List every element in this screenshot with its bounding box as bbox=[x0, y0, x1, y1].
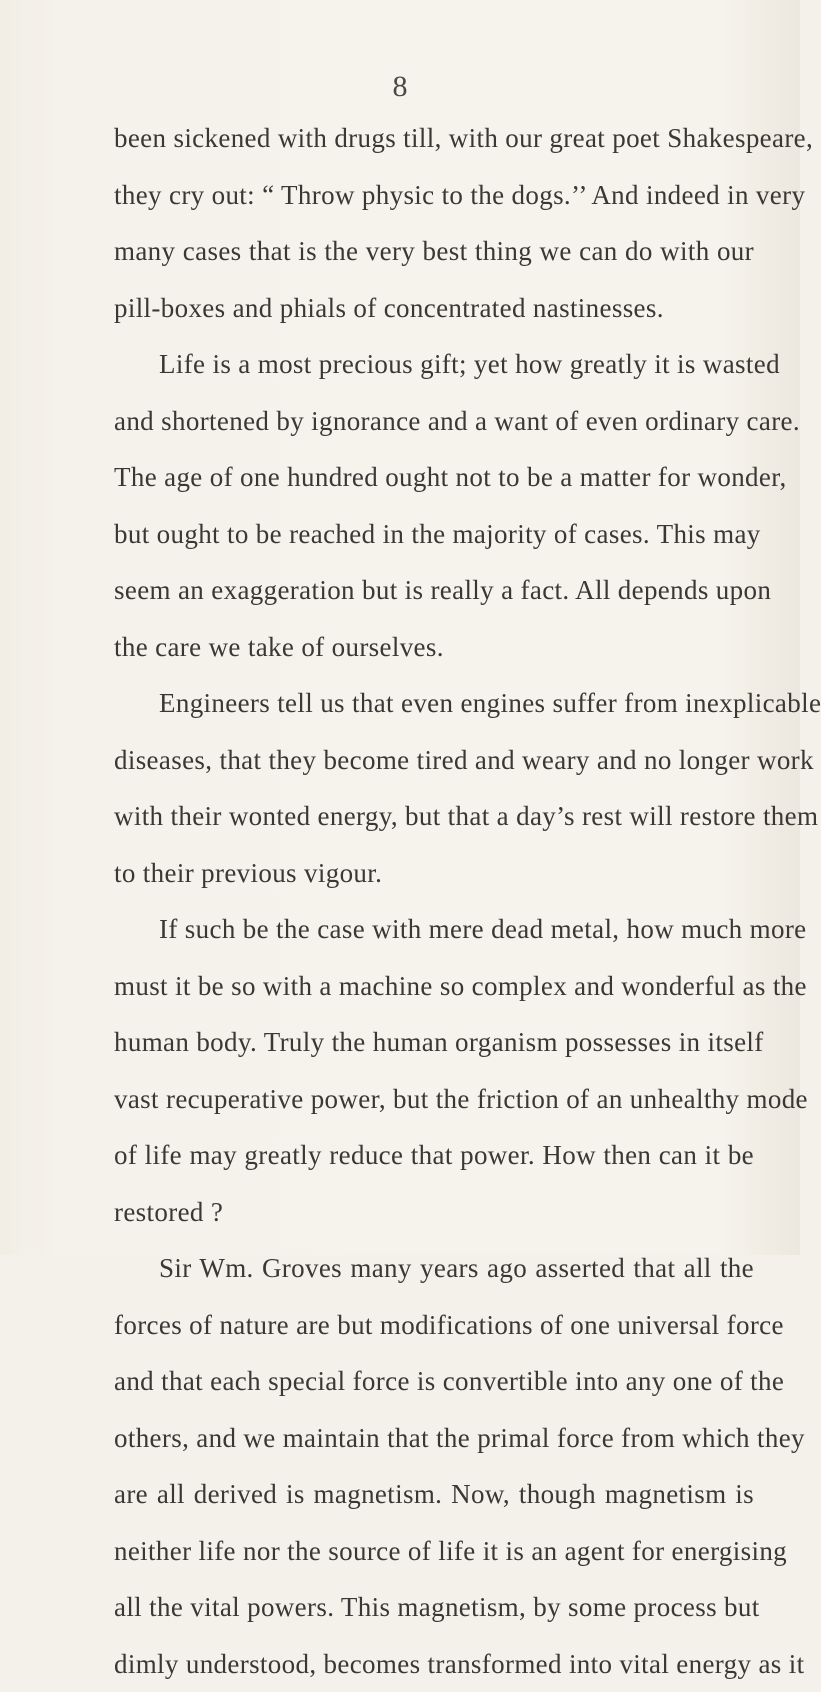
text-line: forces of nature are but modifications of one universal force bbox=[114, 1297, 754, 1354]
text-line: human body. Truly the human organism possesses in itself bbox=[114, 1014, 754, 1071]
text-line: neither life nor the source of life it is an agent for energising bbox=[114, 1523, 754, 1580]
text-line: diseases, that they become tired and weary and no longer work bbox=[114, 732, 754, 789]
page-number: 8 bbox=[0, 70, 800, 104]
text-line: but ought to be reached in the majority of cases. This may bbox=[114, 506, 754, 563]
text-line: If such be the case with mere dead metal, how much more bbox=[114, 901, 754, 958]
text-line: pill-boxes and phials of concentrated nastinesses. bbox=[114, 280, 754, 337]
text-line: dimly understood, becomes transformed into vital energy as it bbox=[114, 1636, 754, 1692]
text-line: Life is a most precious gift; yet how greatly it is wasted bbox=[114, 336, 754, 393]
body-text bbox=[114, 110, 754, 1692]
text-line: of life may greatly reduce that power. How then can it be bbox=[114, 1127, 754, 1184]
text-line: Engineers tell us that even engines suffer from inexplicable bbox=[114, 675, 754, 732]
text-line: seem an exaggeration but is really a fact. All depends upon bbox=[114, 562, 754, 619]
text-line: restored ? bbox=[114, 1184, 754, 1241]
text-line: with their wonted energy, but that a day’s rest will restore them bbox=[114, 788, 754, 845]
text-line: The age of one hundred ought not to be a matter for wonder, bbox=[114, 449, 754, 506]
text-line: are all derived is magnetism. Now, though magnetism is bbox=[114, 1466, 754, 1523]
text-line: all the vital powers. This magnetism, by some process but bbox=[114, 1579, 754, 1636]
text-line: the care we take of ourselves. bbox=[114, 619, 754, 676]
text-line: been sickened with drugs till, with our great poet Shakespeare, bbox=[114, 110, 754, 167]
text-line: they cry out: “ Throw physic to the dogs.’’ And indeed in very bbox=[114, 167, 754, 224]
text-line: vast recuperative power, but the friction of an unhealthy mode bbox=[114, 1071, 754, 1128]
text-line: to their previous vigour. bbox=[114, 845, 754, 902]
text-line: Sir Wm. Groves many years ago asserted that all the bbox=[114, 1240, 754, 1297]
text-line: must it be so with a machine so complex and wonderful as the bbox=[114, 958, 754, 1015]
text-line: and shortened by ignorance and a want of even ordinary care. bbox=[114, 393, 754, 450]
text-line: others, and we maintain that the primal force from which they bbox=[114, 1410, 754, 1467]
text-line: many cases that is the very best thing we can do with our bbox=[114, 223, 754, 280]
text-line: and that each special force is convertible into any one of the bbox=[114, 1353, 754, 1410]
